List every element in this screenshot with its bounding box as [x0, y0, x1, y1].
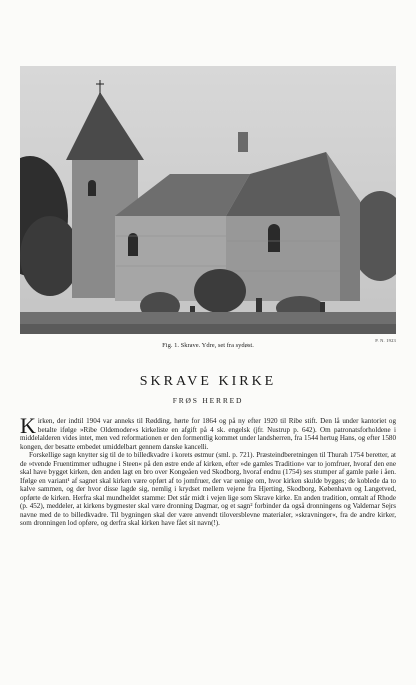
paragraph-2: Forskellige sagn knytter sig til de to billedkvadre i korets østmur (sml. p. 721). Præsteindberetningen til Thurah 1754 beretter, at de »tvende Fruentimmer udhugne i Steen« på den østre ende af kirken, efter »de gamles Tradition« var to jomfruer, hvoraf den ene skal have bygget kirken, den anden lagt en bro over Kongeåen ved Skodborg, hvoraf endnu (1754) ses stumper af gamle pæle i åen. Ifølge en variant¹ af sagnet skal kirken være opført af to jomfruer, der var uenige om, hvor kirken skulde bygges; de koblede da to kalve sammen, og der hvor disse lagde sig, nemlig i krydset mellem vejene fra Hjerting, Skodborg, København og Langetved, opførte de kirken. Herfra skal mundheldet stamme: Det står midt i vejen lige som Skrave kirke. En anden tradition, omtalt af Rhode (p. 452), meddeler, at kirkens bygmester skal være dronning Dagmar, og et sagn² forbinder da også dronningens og Valdemar Sejrs navne med de to billedkvadre. Til bygningen skal der være anvendt tiloversblevne materialer, »skravninger«, fra de andre kirker, som dronningen lod opføre, og derfra skal kirken have fået sit navn(!).: [20, 451, 396, 527]
page-title: SKRAVE KIRKE: [139, 374, 277, 389]
page-subtitle: FRØS HERRED: [172, 396, 244, 405]
figure-caption: Fig. 1. Skrave. Ydre, set fra sydøst.: [162, 342, 254, 349]
photo-credit: P. N. 1923: [375, 338, 396, 343]
paragraph-1-text: irken, der indtil 1904 var anneks til Rødding, hørte for 1864 og på ny efter 1920 til Ribe stift. Den lå under kantoriet og betalte ifølge »Ribe Oldemoder«s kirkeliste en afgift på 4 sk. engelsk (jfr. Nustrup p. 642). Om patronatsforholdene i middelalderen vides intet, men ved reformationen er den formentlig kommet under landsherren, fra 1544 hertug Hans, og efter 1580 kongen, der besatte embedet umiddelbart gennem danske kancelli.: [20, 417, 396, 451]
church-photo-illustration: [20, 66, 396, 334]
drop-cap: K: [20, 413, 36, 438]
church-photograph: [20, 66, 396, 334]
body-text: [20, 413, 396, 528]
paragraph-1: [20, 413, 396, 451]
